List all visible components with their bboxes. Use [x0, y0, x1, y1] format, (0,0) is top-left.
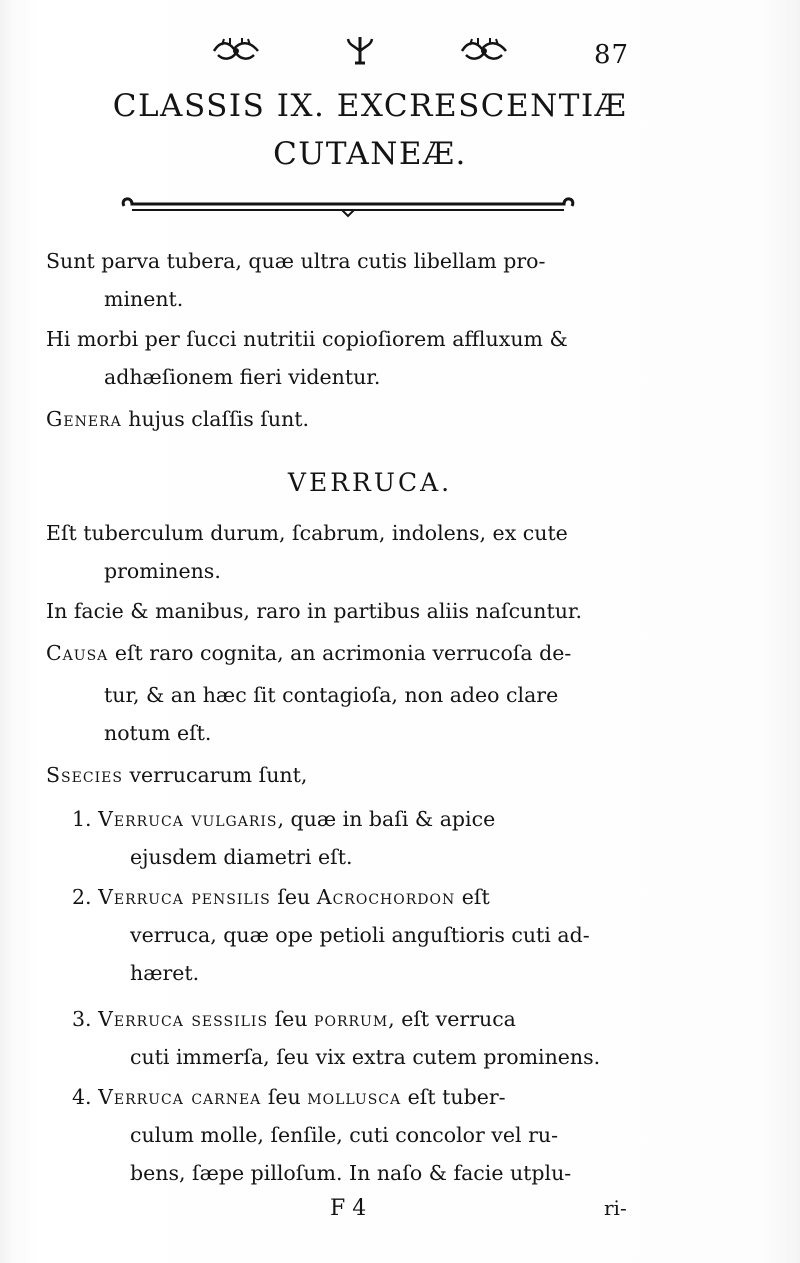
item-text: , quæ in baſi & apice [277, 807, 496, 831]
item-number: 2. [72, 885, 92, 909]
item-text: ſeu [277, 885, 311, 909]
item-name: Verruca pensilis [98, 885, 271, 909]
intro-line: adhæſionem fieri videntur. [104, 365, 381, 389]
intro-line: Hi morbi per ſucci nutritii copioſiorem affluxum & [46, 327, 568, 351]
item-text: eſt [461, 885, 490, 909]
item-alt-name: Acrochordon [316, 885, 456, 909]
causa-rest: eſt raro cognita, an acrimonia verrucoſa de- [114, 641, 572, 665]
genera-line [46, 404, 309, 434]
causa-line: tur, & an hæc ſit contagioſa, non adeo clare [104, 683, 559, 707]
item-text: ſeu [274, 1007, 308, 1031]
species-word: Ssecies [46, 763, 123, 787]
item-text: , eſt verruca [388, 1007, 516, 1031]
list-item-continued: verruca, quæ ope petioli anguſtioris cuti ad- [130, 923, 590, 947]
list-item-continued: hæret. [130, 961, 200, 985]
species-rest: verrucarum ſunt, [129, 763, 308, 787]
causa-line [46, 638, 571, 668]
section-heading: VERRUCA. [287, 468, 453, 497]
item-number: 3. [72, 1007, 92, 1031]
genera-rest: hujus claſſis ſunt. [128, 407, 310, 431]
item-text: ſeu [267, 1085, 301, 1109]
item-name: Verruca carnea [98, 1085, 262, 1109]
location-line: In facie & manibus, raro in partibus aliis naſcuntur. [46, 599, 582, 623]
page-title-continued: CUTANEÆ. [273, 136, 467, 172]
item-number: 1. [72, 807, 92, 831]
fleuron-center-icon [345, 33, 375, 67]
item-alt-name: mollusca [307, 1085, 402, 1109]
genera-word: Genera [46, 407, 122, 431]
definition-line: Eſt tuberculum durum, ſcabrum, indolens, ex cute [46, 521, 568, 545]
page-number: 87 [594, 40, 630, 70]
causa-line: notum eſt. [104, 721, 212, 745]
item-text: eſt tuber- [407, 1085, 506, 1109]
fleuron-right-icon [458, 35, 510, 65]
list-item-continued: cuti immerſa, ſeu vix extra cutem prominens. [130, 1045, 601, 1069]
list-item [72, 1004, 516, 1034]
intro-line: Sunt parva tubera, quæ ultra cutis libellam pro- [46, 249, 546, 273]
title-rule-icon [118, 190, 578, 220]
list-item-continued: ejusdem diametri eſt. [130, 845, 353, 869]
definition-line: prominens. [104, 559, 221, 583]
list-item [72, 804, 495, 834]
intro-line: minent. [104, 287, 184, 311]
item-number: 4. [72, 1085, 92, 1109]
catchword: ri- [604, 1196, 627, 1220]
item-alt-name: porrum [314, 1007, 389, 1031]
list-item [72, 1082, 506, 1112]
signature-mark: F 4 [330, 1196, 367, 1221]
header-ornaments [210, 28, 510, 72]
item-name: Verruca vulgaris [98, 807, 278, 831]
item-name: Verruca sessilis [98, 1007, 269, 1031]
list-item-continued: bens, ſæpe pilloſum. In naſo & facie utplu- [130, 1161, 572, 1185]
page-title: CLASSIS IX. EXCRESCENTIÆ [112, 88, 628, 124]
species-line [46, 760, 307, 790]
fleuron-left-icon [210, 35, 262, 65]
list-item-continued: culum molle, ſenſile, cuti concolor vel ru- [130, 1123, 559, 1147]
list-item [72, 882, 490, 912]
causa-word: Causa [46, 641, 109, 665]
